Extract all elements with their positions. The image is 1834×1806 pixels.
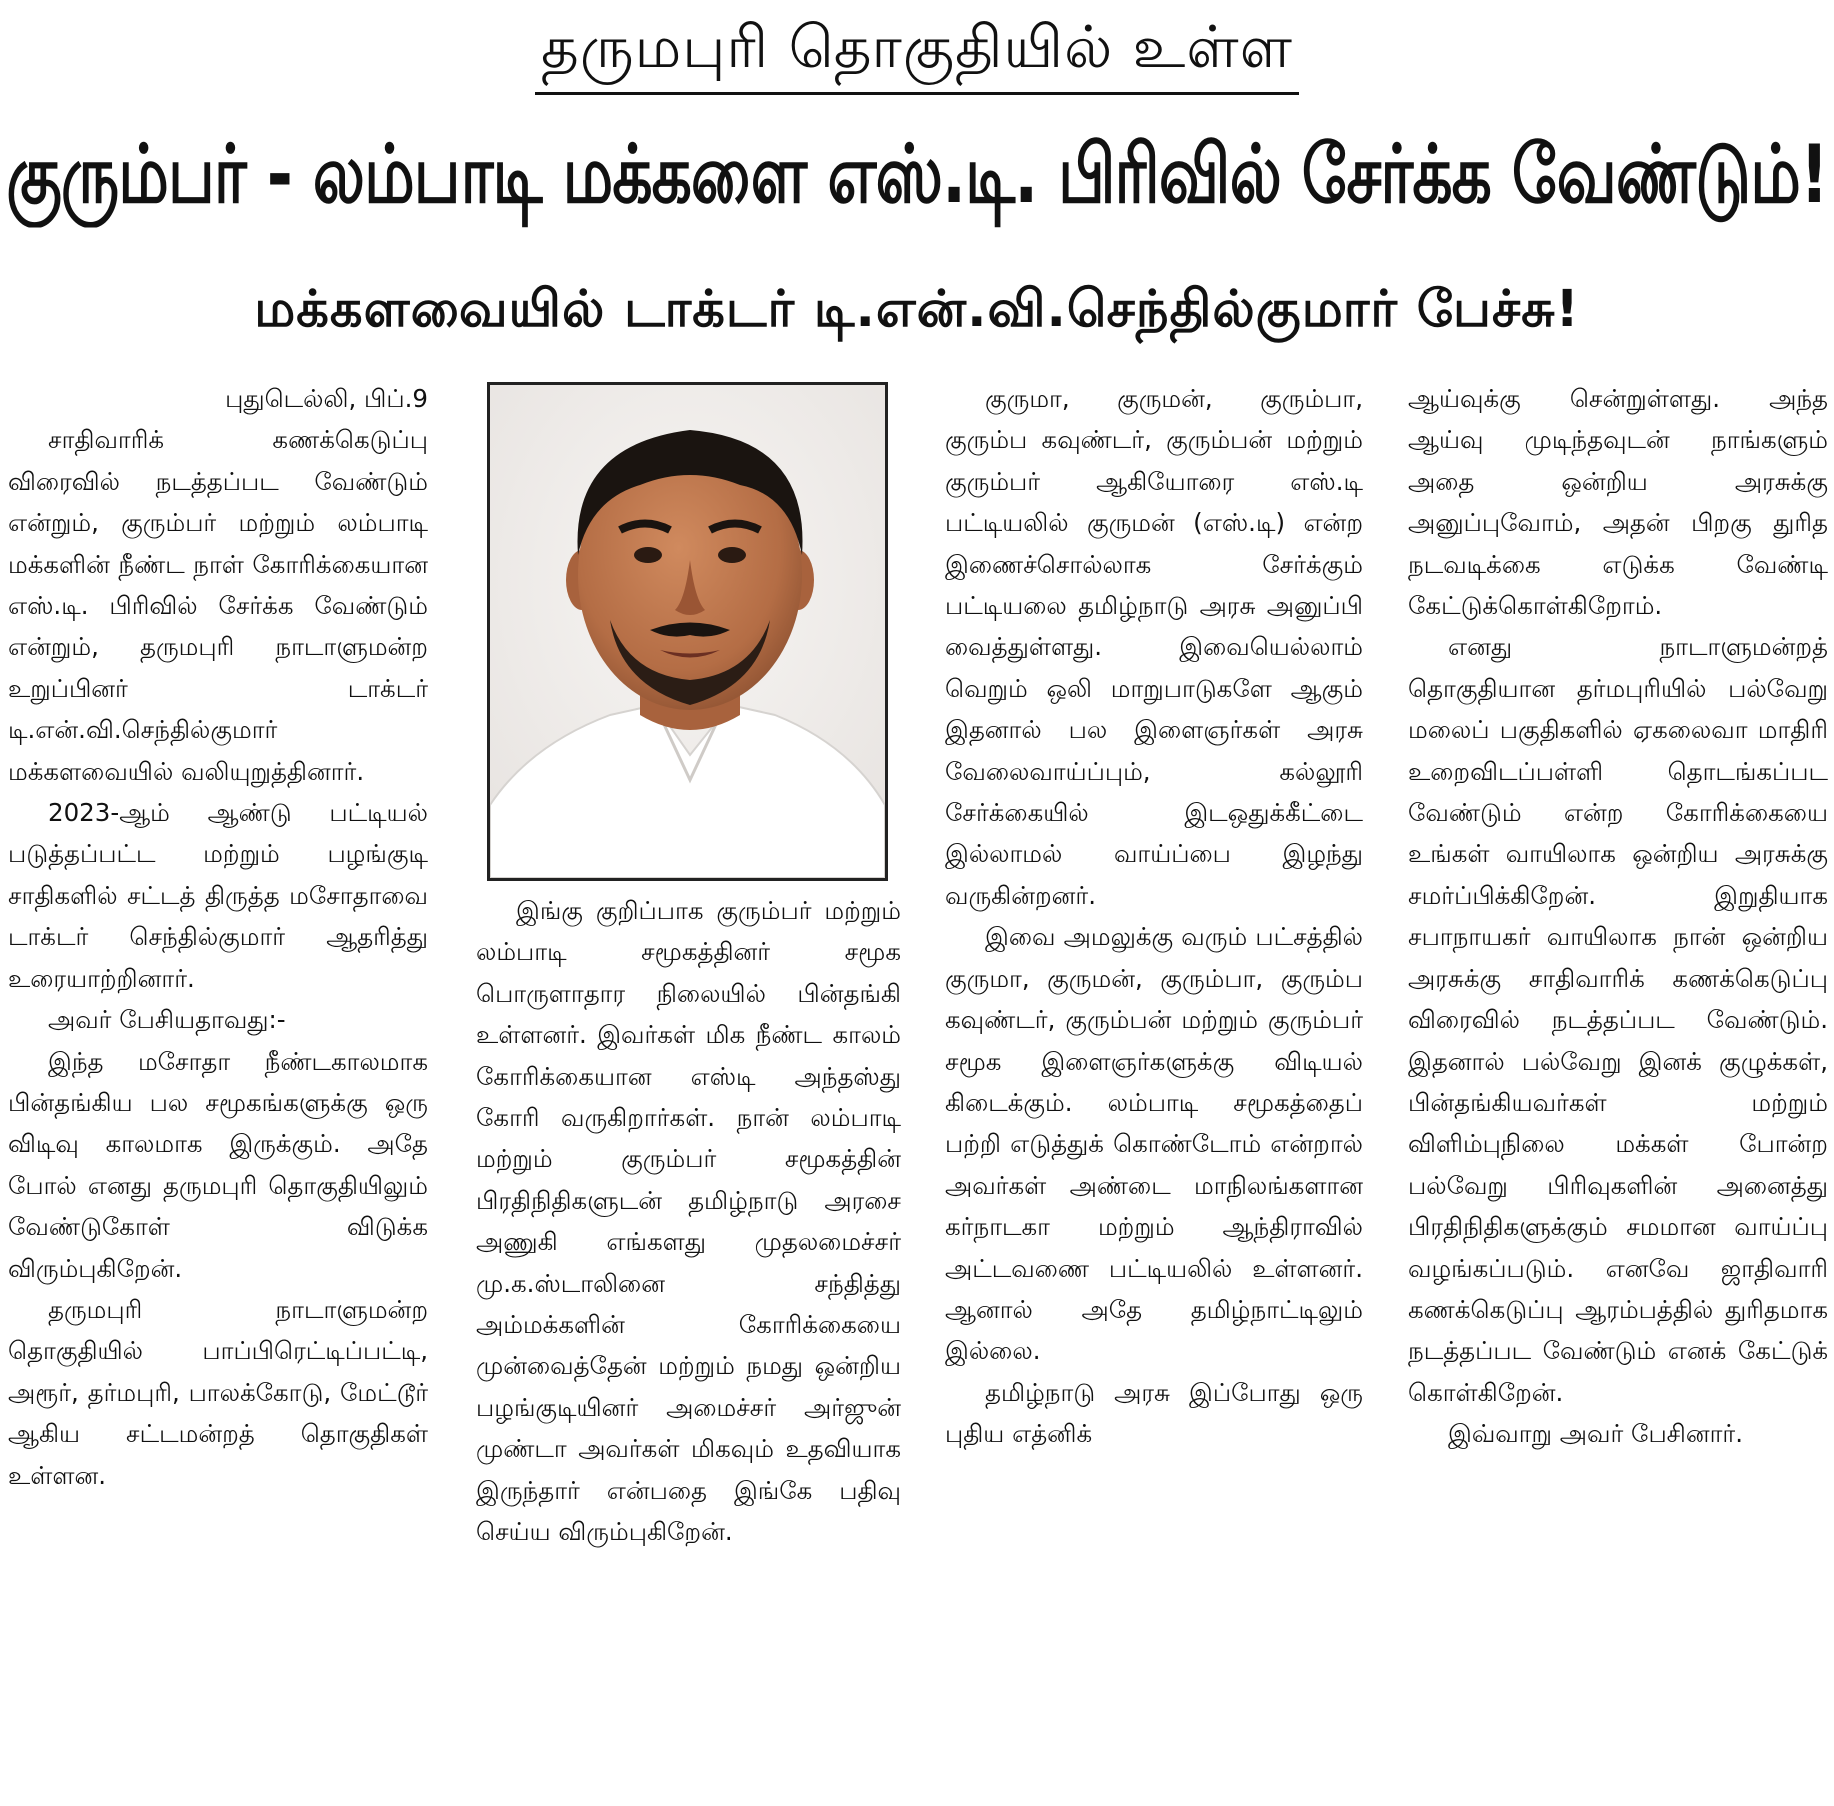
article-column-2: [476, 890, 901, 1790]
paragraph: ஆய்வுக்கு சென்றுள்ளது. அந்த ஆய்வு முடிந்தவுடன் நாங்களும் அதை ஒன்றிய அரசுக்கு அனுப்புவோம், அதன் பிறகு துரித நடவடிக்கை எடுக்க வேண்டி கேட்டுக்கொள்கிறோம்.: [1408, 384, 1828, 621]
paragraph: எனது நாடாளுமன்றத் தொகுதியான தர்மபுரியில் பல்வேறு மலைப் பகுதிகளில் ஏகலைவா மாதிரி உறைவிடப்பள்ளி தொடங்கப்பட வேண்டும் என்ற கோரிக்கையை உங்கள் வாயிலாக ஒன்றிய அரசுக்கு சமர்ப்பிக்கிறேன். இறுதியாக சபாநாயகர் வாயிலாக நான் ஒன்றிய அரசுக்கு சாதிவாரிக் கணக்கெடுப்பு விரைவில் நடத்தப்பட வேண்டும். இதனால் பல்வேறு இனக் குழுக்கள், பின்தங்கியவர்கள் மற்றும் விளிம்புநிலை மக்கள் போன்ற பல்வேறு பிரிவுகளின் அனைத்து பிரதிநிதிகளுக்கும் சமமான வாய்ப்பு வழங்கப்படும். எனவே ஜாதிவாரி கணக்கெடுப்பு ஆரம்பத்தில் துரிதமாக நடத்தப்பட வேண்டும் எனக் கேட்டுக் கொள்கிறேன்.: [1408, 632, 1828, 1407]
paragraph: இங்கு குறிப்பாக குரும்பர் மற்றும் லம்பாடி சமூகத்தினர் சமூக பொருளாதார நிலையில் பின்தங்கி உள்ளனர். இவர்கள் மிக நீண்ட காலம் கோரிக்கையான எஸ்டி அந்தஸ்து கோரி வருகிறார்கள். நான் லம்பாடி மற்றும் குரும்பர் சமூகத்தின் பிரதிநிதிகளுடன் தமிழ்நாடு அரசை அணுகி எங்களது முதலமைச்சர் மு.க.ஸ்டாலினை சந்தித்து அம்மக்களின் கோரிக்கையை முன்வைத்தேன் மற்றும் நமது ஒன்றிய பழங்குடியினர் அமைச்சர் அர்ஜுன் முண்டா அவர்கள் மிகவும் உதவியாக இருந்தார் என்பதை இங்கே பதிவு செய்ய விரும்புகிறேன்.: [476, 896, 901, 1547]
portrait-icon: [490, 385, 885, 878]
article-column-4: [1408, 378, 1828, 1803]
headline: குரும்பர் - லம்பாடி மக்களை எஸ்.டி. பிரிவில் சேர்க்க வேண்டும்!: [6, 127, 1828, 222]
paragraph: சாதிவாரிக் கணக்கெடுப்பு விரைவில் நடத்தப்பட வேண்டும் என்றும், குரும்பர் மற்றும் லம்பாடி மக்களின் நீண்ட நாள் கோரிக்கையான எஸ்.டி. பிரிவில் சேர்க்க வேண்டும் என்றும், தருமபுரி நாடாளுமன்ற உறுப்பினர் டாக்டர் டி.என்.வி.செந்தில்குமார் மக்களவையில் வலியுறுத்தினார்.: [8, 425, 428, 786]
paragraph: இவ்வாறு அவர் பேசினார்.: [1448, 1419, 1744, 1449]
paragraph: அவர் பேசியதாவது:-: [48, 1005, 286, 1035]
portrait-photo: [487, 382, 888, 881]
subheadline: மக்களவையில் டாக்டர் டி.என்.வி.செந்தில்குமார் பேச்சு!: [254, 280, 1580, 339]
article-column-1: [8, 378, 428, 1803]
kicker-heading: [0, 8, 1834, 95]
paragraph: இந்த மசோதா நீண்டகாலமாக பின்தங்கிய பல சமூகங்களுக்கு ஒரு விடிவு காலமாக இருக்கும். அதே போல் எனது தருமபுரி தொகுதியிலும் வேண்டுகோள் விடுக்க விரும்புகிறேன்.: [8, 1046, 428, 1283]
paragraph: குருமா, குருமன், குரும்பா, குரும்ப கவுண்டர், குரும்பன் மற்றும் குரும்பர் ஆகியோரை எஸ்.டி பட்டியலில் குருமன் (எஸ்.டி) என்ற இணைச்சொல்லாக சேர்க்கும் பட்டியலை தமிழ்நாடு அரசு அனுப்பி வைத்துள்ளது. இவையெல்லாம் வெறும் ஒலி மாறுபாடுகளே ஆகும் இதனால் பல இளைஞர்கள் அரசு வேலைவாய்ப்பும், கல்லூரி சேர்க்கையில் இடஒதுக்கீட்டை இல்லாமல் வாய்ப்பை இழந்து வருகின்றனர்.: [945, 384, 1363, 910]
paragraph: இவை அமலுக்கு வரும் பட்சத்தில் குருமா, குருமன், குரும்பா, குரும்ப கவுண்டர், குரும்பன் மற்றும் குரும்பர் சமூக இளைஞர்களுக்கு விடியல் கிடைக்கும். லம்பாடி சமூகத்தைப் பற்றி எடுத்துக் கொண்டோம் என்றால் அவர்கள் அண்டை மாநிலங்களான கர்நாடகா மற்றும் ஆந்திராவில் அட்டவணை பட்டியலில் உள்ளனர். ஆனால் அதே தமிழ்நாட்டிலும் இல்லை.: [945, 922, 1363, 1366]
paragraph: தமிழ்நாடு அரசு இப்போது ஒரு புதிய எத்னிக்: [945, 1377, 1363, 1449]
paragraph: தருமபுரி நாடாளுமன்ற தொகுதியில் பாப்பிரெட்டிப்பட்டி, அரூர், தர்மபுரி, பாலக்கோடு, மேட்டூர் ஆகிய சட்டமன்றத் தொகுதிகள் உள்ளன.: [8, 1294, 428, 1490]
kicker-text: தருமபுரி தொகுதியில் உள்ள: [535, 8, 1299, 95]
article-column-3: [945, 378, 1363, 1803]
dateline: புதுடெல்லி, பிப்.9: [225, 384, 428, 413]
paragraph: 2023-ஆம் ஆண்டு பட்டியல் படுத்தப்பட்ட மற்றும் பழங்குடி சாதிகளில் சட்டத் திருத்த மசோதாவை டாக்டர் செந்தில்குமார் ஆதரித்து உரையாற்றினார்.: [8, 798, 428, 993]
